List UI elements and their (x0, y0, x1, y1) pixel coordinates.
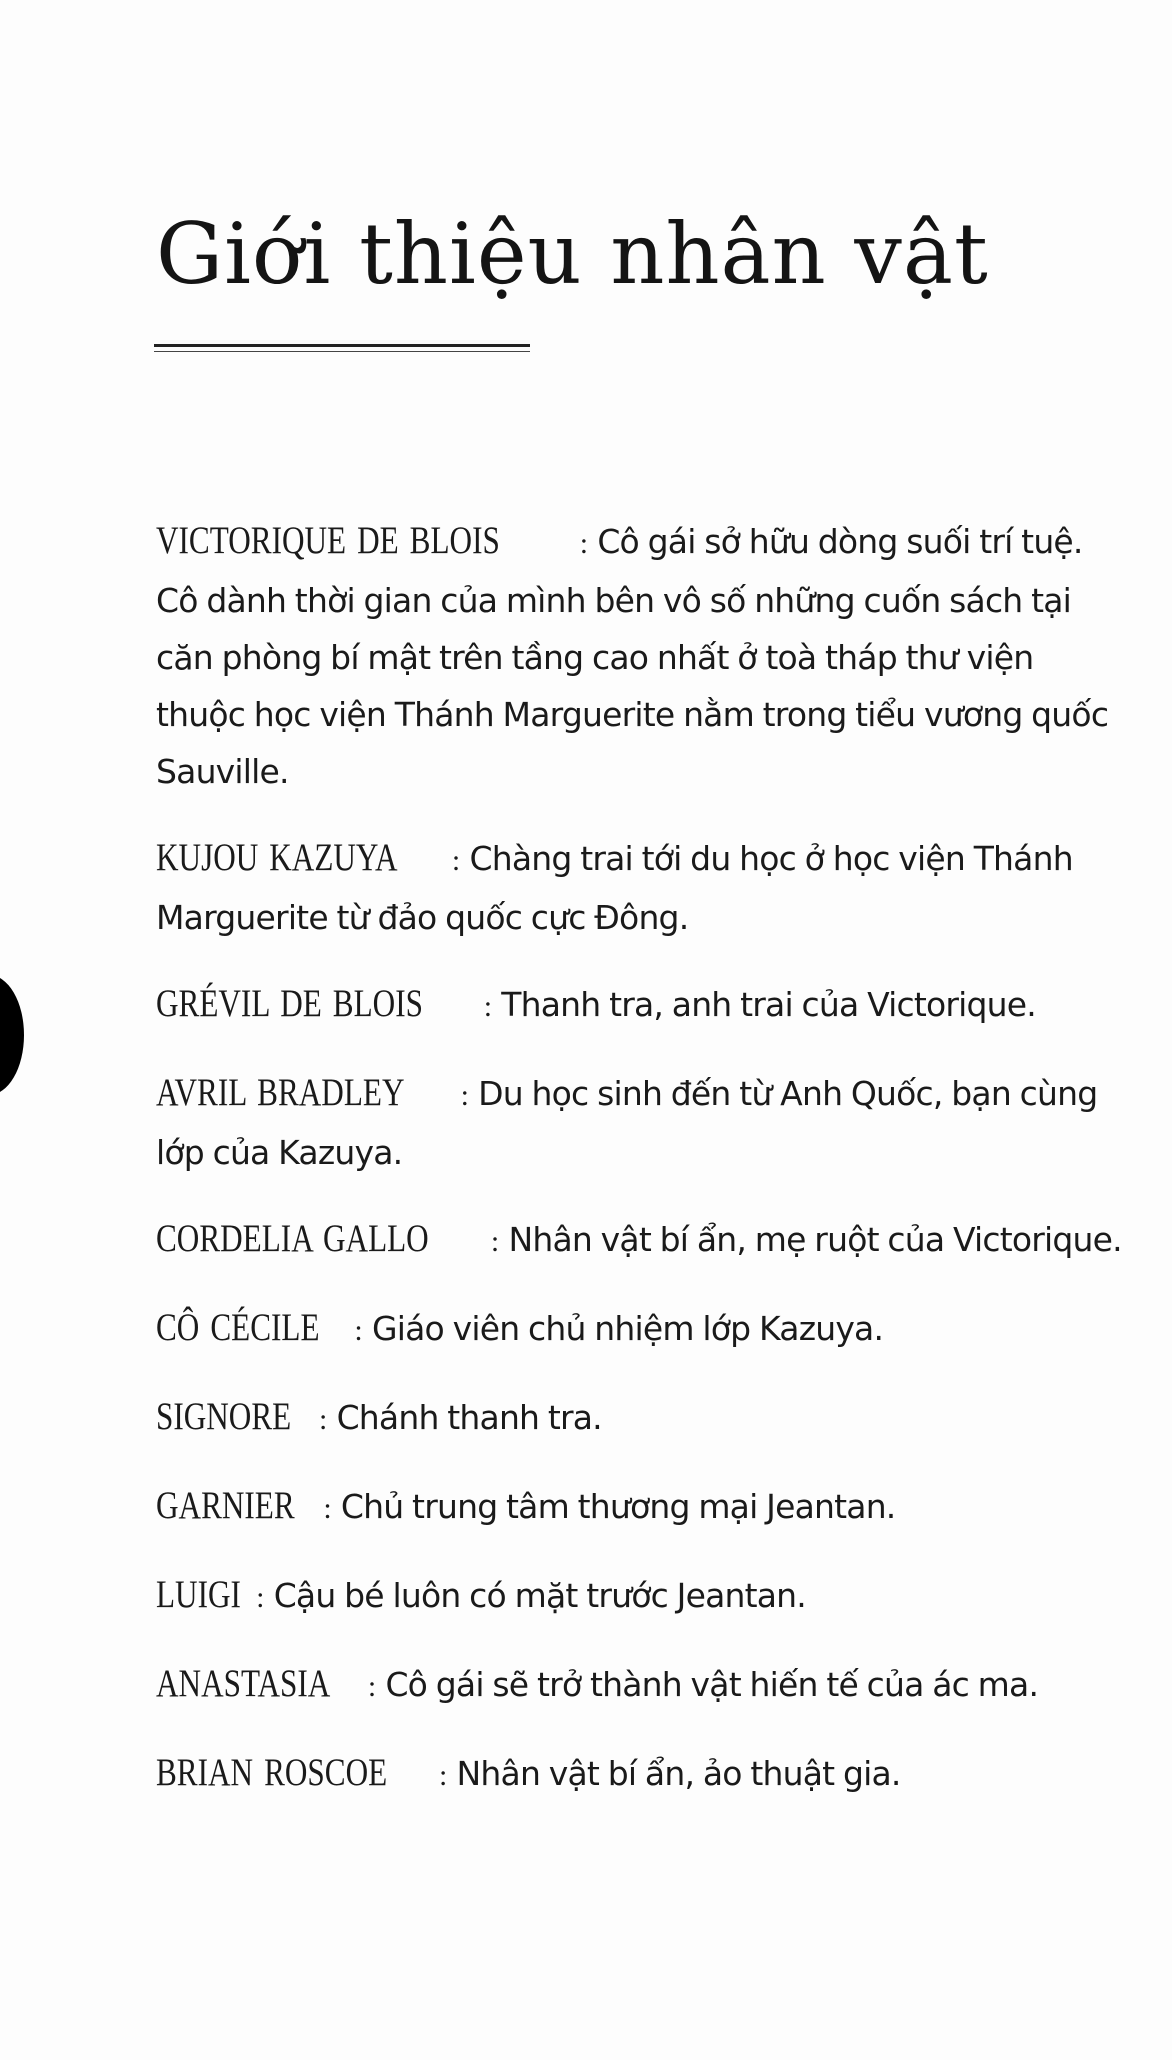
character-entry-signore (156, 1388, 1131, 1448)
name-separator: : (451, 844, 460, 877)
character-entry-grevil (156, 975, 1131, 1035)
character-name: VICTORIQUE DE BLOIS (156, 519, 500, 562)
character-entry-luigi (156, 1566, 1131, 1626)
character-name: ANASTASIA (156, 1662, 331, 1705)
character-description: Chủ trung tâm thương mại Jeantan. (340, 1487, 896, 1526)
name-separator: : (490, 1225, 499, 1258)
character-name: AVRIL BRADLEY (156, 1071, 405, 1114)
name-separator: : (579, 527, 588, 560)
binding-shadow (0, 975, 24, 1095)
name-separator: : (323, 1492, 331, 1525)
name-separator: : (354, 1314, 362, 1347)
character-name: CÔ CÉCILE (156, 1306, 320, 1349)
title-underline (154, 344, 530, 352)
character-name: GRÉVIL DE BLOIS (156, 982, 423, 1025)
character-description: Cậu bé luôn có mặt trước Jeantan. (273, 1576, 806, 1615)
character-description: Du học sinh đến từ Anh Quốc, bạn cùng lớp của Kazuya. (156, 1074, 1098, 1172)
character-entry-anastasia (156, 1655, 1131, 1715)
character-name: KUJOU KAZUYA (156, 836, 398, 879)
character-entry-cecile (156, 1299, 1131, 1359)
name-separator: : (256, 1581, 264, 1614)
name-separator: : (483, 990, 492, 1023)
page-title: Giới thiệu nhân vật (156, 205, 989, 303)
character-description: Cô gái sẽ trở thành vật hiến tế của ác ma. (385, 1665, 1039, 1704)
character-name: GARNIER (156, 1484, 295, 1527)
name-separator: : (438, 1759, 447, 1792)
character-entry-avril (156, 1064, 1131, 1181)
character-entry-brian (156, 1744, 1131, 1804)
character-entry-garnier (156, 1477, 1131, 1537)
character-description: Nhân vật bí ẩn, mẹ ruột của Victorique. (508, 1220, 1122, 1259)
character-description: Thanh tra, anh trai của Victorique. (501, 985, 1036, 1024)
character-entry-victorique (156, 512, 1131, 800)
character-description: Nhân vật bí ẩn, ảo thuật gia. (456, 1754, 901, 1793)
character-description: Giáo viên chủ nhiệm lớp Kazuya. (371, 1309, 884, 1348)
character-name: BRIAN ROSCOE (156, 1751, 388, 1794)
character-name: LUIGI (156, 1573, 241, 1616)
character-description: Chàng trai tới du học ở học viện Thánh Marguerite từ đảo quốc cực Đông. (156, 839, 1073, 937)
character-entry-kazuya (156, 829, 1131, 946)
name-separator: : (319, 1403, 327, 1436)
character-description: Chánh thanh tra. (336, 1398, 602, 1437)
character-name: SIGNORE (156, 1395, 292, 1438)
character-entry-cordelia (156, 1210, 1131, 1270)
character-description: Cô gái sở hữu dòng suối trí tuệ. Cô dành thời gian của mình bên vô số những cuốn sách tại căn phòng bí mật trên tầng cao nhất ở toà tháp thư viện thuộc học viện Thánh Marguerite nằm trong tiểu vương quốc Sauville. (156, 522, 1109, 791)
name-separator: : (367, 1670, 376, 1703)
character-list (156, 512, 1131, 1804)
name-separator: : (460, 1079, 469, 1112)
character-name: CORDELIA GALLO (156, 1217, 429, 1260)
